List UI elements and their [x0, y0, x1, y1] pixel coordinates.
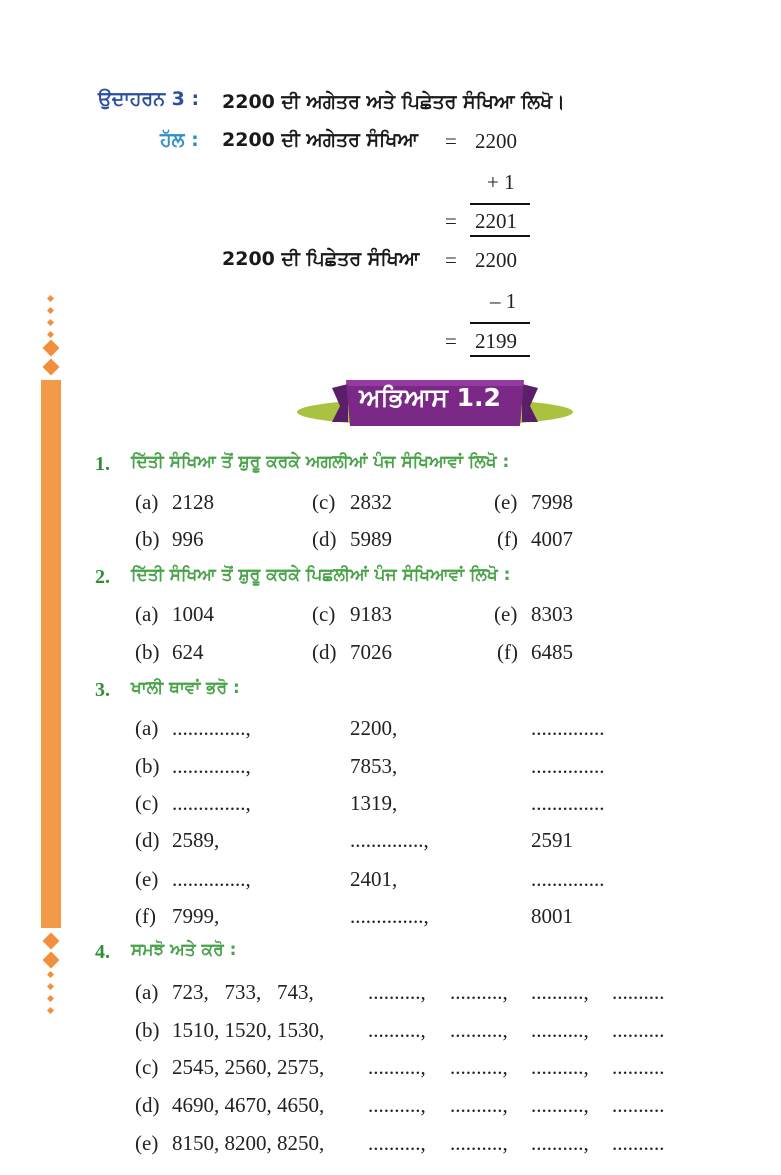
- item-label: (c): [312, 490, 336, 514]
- blank-cell: ..........: [612, 1131, 665, 1155]
- item-value: 624: [172, 640, 204, 664]
- blank-cell: ..........,: [368, 1018, 426, 1042]
- item-label: (f): [497, 640, 518, 664]
- sidebar-bar: [41, 380, 61, 928]
- item-value: 7026: [350, 640, 392, 664]
- item-label: (b): [135, 1018, 160, 1042]
- blank-cell: 2401,: [350, 867, 398, 891]
- blank-cell: ..............: [531, 791, 605, 815]
- item-label: (d): [312, 527, 337, 551]
- blank-cell: ..........,: [531, 980, 589, 1004]
- blank-cell: ..........,: [368, 1093, 426, 1117]
- solution-label-text: ਹੱਲ :: [160, 129, 199, 151]
- blank-cell: 8001: [531, 904, 573, 928]
- question-text: ਖਾਲੀ ਥਾਵਾਂ ਭਰੋ :: [131, 678, 240, 698]
- blank-cell: ..........: [612, 1093, 665, 1117]
- item-label: (c): [312, 602, 336, 626]
- sequence-values: 2545, 2560, 2575,: [172, 1055, 325, 1079]
- banner-title: ਅਭਿਆਸ 1.2: [359, 383, 501, 412]
- blank-cell: ..........: [612, 1018, 665, 1042]
- item-label: (d): [135, 1093, 160, 1117]
- blank-cell: 7853,: [350, 754, 398, 778]
- blank-cell: 1319,: [350, 791, 398, 815]
- example-question-text: 2200 ਦੀ ਅਗੇਤਰ ਅਤੇ ਪਿਛੇਤਰ ਸੰਖਿਆ ਲਿਖੋ।: [222, 91, 565, 113]
- diamond-icon: [43, 340, 60, 357]
- item-value: 2128: [172, 490, 214, 514]
- blank-cell: ..........,: [531, 1093, 589, 1117]
- blank-cell: ..........,: [368, 1131, 426, 1155]
- example-label-text: ਉਦਾਹਰਨ 3 :: [98, 88, 200, 110]
- blank-cell: ..............,: [172, 791, 251, 815]
- item-label: (b): [135, 754, 160, 778]
- item-label: (d): [135, 828, 160, 852]
- predecessor-base: 2200: [475, 248, 517, 272]
- blank-cell: ..........: [612, 980, 665, 1004]
- predecessor-label: 2200 ਦੀ ਪਿਛੇਤਰ ਸੰਖਿਆ: [222, 248, 420, 270]
- blank-cell: ..........,: [531, 1018, 589, 1042]
- diamond-icon: [47, 995, 54, 1002]
- item-label: (e): [135, 1131, 159, 1155]
- diamond-icon: [47, 983, 54, 990]
- blank-cell: ..........,: [531, 1131, 589, 1155]
- rule-line: [470, 203, 530, 205]
- item-value: 4007: [531, 527, 573, 551]
- diamond-icon: [47, 1007, 54, 1014]
- predecessor-result: 2199: [475, 329, 517, 353]
- blank-cell: ..........,: [450, 1055, 508, 1079]
- item-value: 7998: [531, 490, 573, 514]
- blank-cell: ..............,: [172, 867, 251, 891]
- question-number: 4.: [95, 941, 110, 963]
- blank-cell: ..............,: [172, 716, 251, 740]
- diamond-icon: [43, 952, 60, 969]
- equals-sign: =: [445, 129, 457, 153]
- question-number: 2.: [95, 566, 110, 588]
- item-label: (e): [494, 602, 518, 626]
- diamond-icon: [43, 933, 60, 950]
- diamond-icon: [47, 971, 54, 978]
- diamond-icon: [47, 307, 54, 314]
- item-label: (f): [497, 527, 518, 551]
- minus-one: – 1: [490, 289, 517, 313]
- blank-cell: ..............,: [172, 754, 251, 778]
- item-label: (a): [135, 716, 159, 740]
- item-value: 1004: [172, 602, 214, 626]
- plus-one: + 1: [487, 170, 515, 194]
- equals-sign: =: [445, 329, 457, 353]
- rule-line: [470, 235, 530, 237]
- blank-cell: ..........,: [450, 1018, 508, 1042]
- sequence-values: 8150, 8200, 8250,: [172, 1131, 325, 1155]
- blank-cell: ..........: [612, 1055, 665, 1079]
- item-label: (c): [135, 791, 159, 815]
- successor-base: 2200: [475, 129, 517, 153]
- item-label: (a): [135, 602, 159, 626]
- blank-cell: ..............: [531, 716, 605, 740]
- sequence-values: 4690, 4670, 4650,: [172, 1093, 325, 1117]
- question-number: 3.: [95, 679, 110, 701]
- question-number: 1.: [95, 453, 110, 475]
- successor-label: 2200 ਦੀ ਅਗੇਤਰ ਸੰਖਿਆ: [222, 129, 419, 151]
- item-label: (d): [312, 640, 337, 664]
- sequence-values: 1510, 1520, 1530,: [172, 1018, 325, 1042]
- blank-cell: 7999,: [172, 904, 220, 928]
- diamond-icon: [47, 319, 54, 326]
- item-label: (b): [135, 640, 160, 664]
- blank-cell: ..........,: [450, 1093, 508, 1117]
- item-value: 8303: [531, 602, 573, 626]
- item-value: 9183: [350, 602, 392, 626]
- blank-cell: ..........,: [368, 1055, 426, 1079]
- solution-label: [160, 129, 199, 151]
- diamond-icon: [47, 331, 54, 338]
- item-label: (a): [135, 980, 159, 1004]
- equals-sign: =: [445, 248, 457, 272]
- question-text: ਸਮਝੋ ਅਤੇ ਕਰੋ :: [131, 940, 237, 960]
- item-value: 6485: [531, 640, 573, 664]
- item-label: (e): [135, 867, 159, 891]
- blank-cell: ..............,: [350, 828, 429, 852]
- blank-cell: ..........,: [368, 980, 426, 1004]
- blank-cell: ..........,: [450, 980, 508, 1004]
- example-question: [222, 89, 565, 114]
- blank-cell: ..........,: [450, 1131, 508, 1155]
- blank-cell: 2200,: [350, 716, 398, 740]
- item-value: 996: [172, 527, 204, 551]
- question-text: ਦਿੱਤੀ ਸੰਖਿਆ ਤੋਂ ਸ਼ੁਰੂ ਕਰਕੇ ਅਗਲੀਆਂ ਪੰਜ ਸੰਖਿਆਵਾਂ ਲਿਖੋ :: [131, 452, 510, 472]
- blank-cell: ..............: [531, 754, 605, 778]
- blank-cell: ..............,: [350, 904, 429, 928]
- item-label: (b): [135, 527, 160, 551]
- item-label: (f): [135, 904, 156, 928]
- diamond-icon: [47, 295, 54, 302]
- blank-cell: ..........,: [531, 1055, 589, 1079]
- item-value: 5989: [350, 527, 392, 551]
- example-label: [98, 88, 199, 110]
- item-label: (e): [494, 490, 518, 514]
- diamond-icon: [43, 359, 60, 376]
- rule-line: [470, 355, 530, 357]
- blank-cell: ..............: [531, 867, 605, 891]
- blank-cell: 2589,: [172, 828, 220, 852]
- rule-line: [470, 322, 530, 324]
- item-label: (c): [135, 1055, 159, 1079]
- item-value: 2832: [350, 490, 392, 514]
- equals-sign: =: [445, 209, 457, 233]
- question-text: ਦਿੱਤੀ ਸੰਖਿਆ ਤੋਂ ਸ਼ੁਰੂ ਕਰਕੇ ਪਿਛਲੀਆਂ ਪੰਜ ਸੰਖਿਆਵਾਂ ਲਿਖੋ :: [131, 565, 511, 585]
- successor-result: 2201: [475, 209, 517, 233]
- blank-cell: 2591: [531, 828, 573, 852]
- item-label: (a): [135, 490, 159, 514]
- sequence-values: 723, 733, 743,: [172, 980, 314, 1004]
